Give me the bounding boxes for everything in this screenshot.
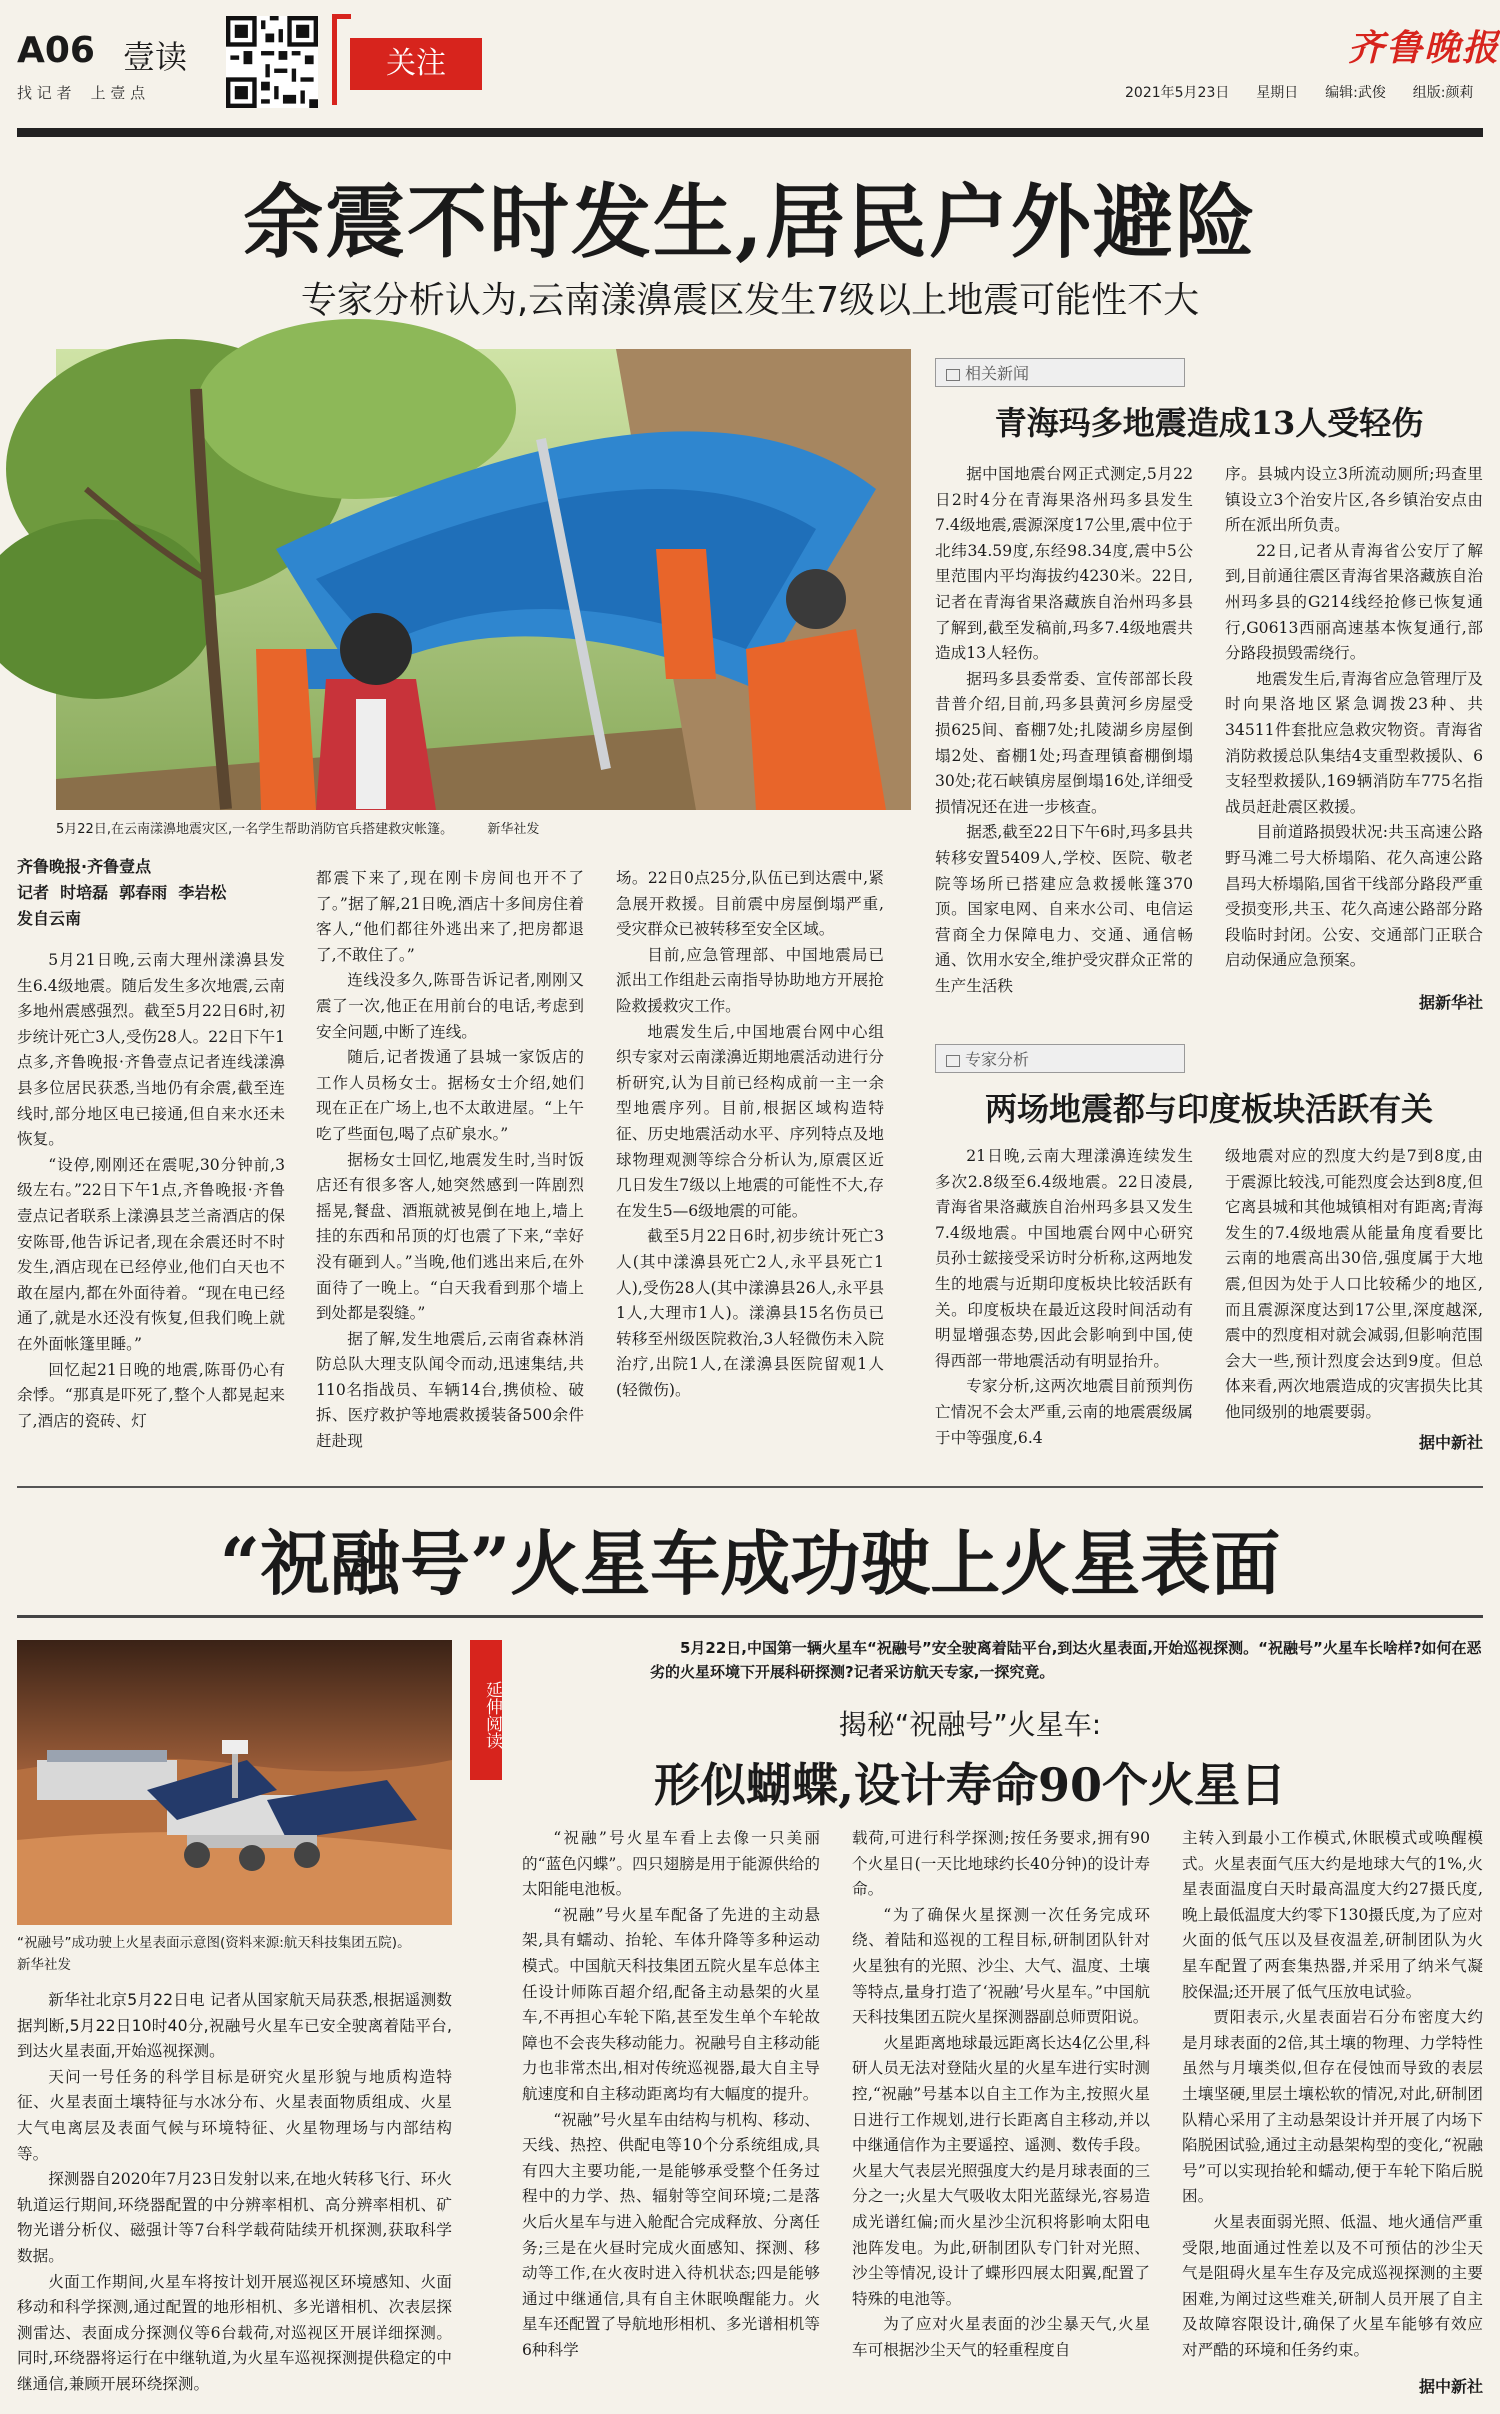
mars-column-2 [522,1826,820,2398]
mars-photo-caption [17,1932,435,1976]
main-story-column-2 [316,866,584,1451]
mars-paragraph: 探测器自2020年7月23日发射以来,在地火转移飞行、环火轨道运行期间,环绕器配置的中分辨率相机、高分辨率相机、矿物光谱分析仪、磁强计等7台科学载荷陆续开机探测,获取科学数据。 [17,2170,452,2265]
byline-location: 发自云南 [17,909,82,928]
main-photo-credit: 新华社发 [487,822,540,837]
related-news-paragraph: 据中国地震台网正式测定,5月22日2时4分在青海果洛州玛多县发生7.4级地震,震源深度17公里,震中位于北纬34.59度,东经98.34度,震中5公里范围内平均海拔约4230米。22日,记者在青海省果洛藏族自治州玛多县了解到,截至发稿前,玛多7.4级地震共造成13人轻伤。 [935,465,1193,663]
expert-analysis-paragraph: 21日晚,云南大理漾濞连续发生多次2.8级至6.4级地震。22日凌晨,青海省果洛藏族自治州玛多县又发生7.4级地震。中国地震台网中心研究员孙士鋐接受采访时分析称,这两地发生的地震与近期印度板块比较活跃有关。印度板块在最近这段时间活动有明显增强态势,因此会影响到中国,使得西部一带地震活动有明显抬升。 [935,1147,1193,1370]
mars-rover-photo [17,1640,452,1925]
qr-code-icon [226,16,318,108]
expert-analysis-column-1 [935,1144,1193,1454]
expert-analysis-label-text: 专家分析 [965,1050,1030,1069]
related-news-headline: 青海玛多地震造成13人受轻伤 [994,404,1424,442]
main-paragraph: 连线没多久,陈哥告诉记者,刚刚又震了一次,他正在用前台的电话,考虑到安全问题,中断了连线。 [316,971,584,1041]
expert-analysis-column-2 [1225,1144,1483,1428]
mars-paragraph [17,1988,452,2065]
layout-credit: 组版:颜莉 [1412,85,1474,101]
earthquake-photo [56,349,911,810]
expert-analysis-paragraph: 级地震对应的烈度大约是7到8度,由于震源比较浅,可能烈度会达到8度,但它离县城和其他城镇相对有距离;青海发生的7.4级地震从能量角度看要比云南的地震高出30倍,强度属于大地震,但因为处于人口比较稀少的地区,而且震源深度达到17公里,深度越深,震中的烈度相对就会减弱,但影响范围会大一些,预计烈度会达到9度。但总体来看,两次地震造成的灾害损失比其他同级别的地震要弱。 [1225,1147,1483,1421]
related-news-column-2 [1225,462,1483,988]
mars-column-3 [852,1826,1150,2398]
dateline: 新华社北京5月22日电 记者从国家航天局获悉,根据遥测数据判断,5月22日10时40分,祝融号火星车已安全驶离着陆平台,到达火星表面,开始巡视探测。 [17,1991,452,2061]
section-tag-label: 关注 [386,46,446,81]
main-headline: 余震不时发生,居民户外避险 [243,175,1257,269]
main-paragraph: 目前,应急管理部、中国地震局已派出工作组赴云南指导协助地方开展抢险救援救灾工作。 [616,945,884,1015]
expert-analysis-paragraph: 专家分析,这两次地震目前预判伤亡情况不会太严重,云南的地震震级属于中等强度,6.4 [935,1377,1193,1447]
main-paragraph: 5月21日晚,云南大理州漾濞县发生6.4级地震。随后发生多次地震,云南多地州震感强烈。截至5月22日6时,初步统计死亡3人,受伤28人。22日下午1点多,齐鲁晚报·齐鲁壹点记者连线漾濞县多位居民获悉,当地仍有余震,截至连线时,部分地区电已接通,但自来水还未恢复。 [17,951,285,1149]
main-paragraph: “设停,刚刚还在震呢,30分钟前,3级左右。”22日下午1点,齐鲁晚报·齐鲁壹点记者联系上漾濞县芝兰斋酒店的保安陈哥,他告诉记者,现在余震还时不时发生,酒店现在已经停业,他们白天也不敢在屋内,都在外面待着。“现在电已经通了,就是水还没有恢复,但我们晚上就在外面帐篷里睡。” [17,1155,285,1353]
mars-lead: 5月22日,中国第一辆火星车“祝融号”安全驶离着陆平台,到达火星表面,开始巡视探测。“祝融号”火星车长啥样?如何在恶劣的火星环境下开展科研探测?记者采访航天专家,一探究竟。 [650,1639,1482,1681]
mars-paragraph: 为了应对火星表面的沙尘暴天气,火星车可根据沙尘天气的轻重程度自 [852,2315,1150,2359]
mars-column-4 [1182,1826,1483,2372]
label-box-icon [946,1055,960,1067]
mars-photo-credit: 新华社发 [17,1957,71,1973]
header-subtitle: 找 记 者 上 壹 点 [17,84,146,102]
main-story-column-1 [17,854,285,1440]
related-news-paragraph: 目前道路损毁状况:共玉高速公路野马滩二号大桥塌陷、花久高速公路昌玛大桥塌陷,国省干线部分路段严重受损变形,共玉、花久高速公路部分路段临时封闭。公安、交通部门正联合启动保通应急预案。 [1225,823,1483,970]
mars-credit: 据中新社 [1418,2377,1483,2396]
main-paragraph: 据杨女士回忆,地震发生时,当时饭店还有很多客人,她突然感到一阵剧烈摇晃,餐盘、酒瓶就被晃倒在地上,墙上挂的东西和吊顶的灯也震了下来,“幸好没有砸到人。”当晚,他们逃出来后,在外面待了一晚上。“白天我看到那个墙上到处都是裂缝。” [316,1150,584,1323]
related-news-paragraph: 22日,记者从青海省公安厅了解到,目前通往震区青海省果洛藏族自治州玛多县的G214线经抢修已恢复通行,G0613西丽高速基本恢复通行,部分路段损毁需绕行。 [1225,541,1483,663]
mars-subheadline: 形似蝴蝶,设计寿命90个火星日 [653,1758,1287,1812]
mars-headline: “祝融号”火星车成功驶上火星表面 [219,1522,1281,1605]
related-news-paragraph: 据玛多县委常委、宣传部部长段昔普介绍,目前,玛多县黄河乡房屋受损625间、畜棚7处;扎陵湖乡房屋倒塌2处、畜棚1处;玛查理镇畜棚倒塌30处;花石峡镇房屋倒塌16处,详细受损情况还在进一步核查。 [935,669,1193,816]
main-paragraph: 都震下来了,现在刚卡房间也开不了了。”据了解,21日晚,酒店十多间房住着客人,“他们都往外逃出来了,把房都退了,不敢住了。” [316,869,584,964]
main-photo-caption [56,818,911,837]
page-number: A06 [17,30,95,71]
expert-analysis-credit: 据中新社 [1418,1433,1483,1452]
main-paragraph: 随后,记者拨通了县城一家饭店的工作人员杨女士。据杨女士介绍,她们现在正在广场上,也不太敢进屋。“上午吃了些面包,喝了点矿泉水。” [316,1048,584,1143]
tag-bracket [332,14,351,105]
main-paragraph: 回忆起21日晚的地震,陈哥仍心有余悸。“那真是吓死了,整个人都晃起来了,酒店的瓷砖、灯 [17,1360,285,1430]
mars-paragraph: 天问一号任务的科学目标是研究火星形貌与地质构造特征、火星表面土壤特征与水冰分布、火星表面物质组成、火星大气电离层及表面气候与环境特征、火星物理场与内部结构等。 [17,2067,452,2163]
header-meta [1125,82,1474,102]
mars-paragraph: 载荷,可进行科学探测;按任务要求,拥有90个火星日(一天比地球约长40分钟)的设计寿命。 [852,1829,1150,1899]
main-subheadline: 专家分析认为,云南漾濞震区发生7级以上地震可能性不大 [300,280,1200,321]
mars-top-rule [17,1486,1483,1488]
related-news-paragraph: 地震发生后,青海省应急管理厅及时向果洛地区紧急调拨23种、共34511件套批应急救灾物资。青海省消防救援总队集结4支重型救援队、6支轻型救援队,169辆消防车775名指战员赶赴震区救援。 [1225,669,1483,816]
editor-credit: 编辑:武俊 [1325,85,1386,101]
expert-analysis-headline: 两场地震都与印度板块活跃有关 [984,1090,1433,1128]
byline-outlet: 齐鲁晚报·齐鲁壹点 [17,857,152,876]
mars-column-1 [17,1988,452,2398]
mars-paragraph: “祝融”号火星车配备了先进的主动悬架,具有蠕动、抬轮、车体升降等多种运动模式。中国航天科技集团五院火星车总体主任设计师陈百超介绍,配备主动悬架的火星车,不再担心车轮下陷,甚至发生单个车轮故障也不会丧失移动能力。祝融号自主移动能力也非常杰出,相对传统巡视器,最大自主导航速度和自主移动距离均有大幅度的提升。 [522,1905,820,2103]
mars-paragraph: “为了确保火星探测一次任务完成环绕、着陆和巡视的工程目标,研制团队针对火星独有的光照、沙尘、大气、温度、土壤等特点,量身打造了‘祝融’号火星车。”中国航天科技集团五院火星探测器副总师贾阳说。 [852,1905,1150,2027]
related-news-label [935,358,1185,387]
section-name: 壹读 [123,38,188,76]
mars-lead-rule [17,1615,1483,1618]
extended-reading-tag [470,1640,502,1780]
mars-paragraph: 主转入到最小工作模式,休眠模式或唤醒模式。火星表面气压大约是地球大气的1%,火星表面温度白天时最高温度大约27摄氏度,晚上最低温度大约零下130摄氏度,为了应对火面的低气压以及昼夜温差,研制团队为火星车配置了两套集热器,并采用了纳米气凝胶保温;还开展了低气压放电试验。 [1182,1829,1483,2001]
main-paragraph: 据了解,发生地震后,云南省森林消防总队大理支队闻令而动,迅速集结,共110名指战员、车辆14台,携侦检、破拆、医疗救护等地震救援装备500余件赶赴现 [316,1329,584,1451]
header-rule [17,128,1483,137]
mars-kicker: 揭秘“祝融号”火星车: [838,1708,1102,1741]
issue-weekday: 星期日 [1256,85,1299,101]
related-news-column-1 [935,462,1193,1014]
masthead-logo: 齐鲁晚报 [1348,27,1500,69]
related-news-label-text: 相关新闻 [965,364,1030,383]
issue-date: 2021年5月23日 [1125,85,1230,101]
expert-analysis-label [935,1044,1185,1073]
label-box-icon [946,369,960,381]
main-paragraph: 截至5月22日6时,初步统计死亡3人(其中漾濞县死亡2人,永平县死亡1人),受伤28人(其中漾濞县26人,永平县1人,大理市1人)。漾濞县15名伤员已转移至州级医院救治,3人轻微伤未入院治疗,出院1人,在漾濞县医院留观1人(轻微伤)。 [616,1227,884,1399]
mars-paragraph: 火面工作期间,火星车将按计划开展巡视区环境感知、火面移动和科学探测,通过配置的地形相机、多光谱相机、次表层探测雷达、表面成分探测仪等6台载荷,对巡视区开展详细探测。同时,环绕器将运行在中继轨道,为火星车巡视探测提供稳定的中继通信,兼顾开展环绕探测。 [17,2272,452,2393]
main-paragraph: 地震发生后,中国地震台网中心组织专家对云南漾濞近期地震活动进行分析研究,认为目前已经构成前一主一余型地震序列。目前,根据区域构造特征、历史地震活动水平、序列特点及地球物理观测等综合分析认为,原震区近几日发生7级以上地震的可能性不大,存在发生5—6级地震的可能。 [616,1022,884,1220]
main-story-column-3 [616,866,884,1440]
related-news-paragraph: 序。县城内设立3所流动厕所;玛查里镇设立3个治安片区,各乡镇治安点由所在派出所负责。 [1225,465,1483,535]
mars-paragraph: 贾阳表示,火星表面岩石分布密度大约是月球表面的2倍,其土壤的物理、力学特性虽然与月壤类似,但存在侵蚀而导致的表层土壤坚硬,里层土壤松软的情况,对此,研制团队精心采用了主动悬架设计并开展了内场下陷脱困试验,通过主动悬架构型的变化,“祝融号”可以实现抬轮和蠕动,便于车轮下陷后脱困。 [1182,2008,1483,2206]
extended-reading-tag-text: 延伸阅读 [482,1681,502,1749]
main-paragraph: 场。22日0点25分,队伍已到达震中,紧急展开救援。目前震中房屋倒塌严重,受灾群众已被转移至安全区域。 [616,869,884,939]
mars-paragraph: “祝融”号火星车由结构与机构、移动、天线、热控、供配电等10个分系统组成,具有四大主要功能,一是能够承受整个任务过程中的力学、热、辐射等空间环境;二是落火后火星车与进入舱配合完成释放、分离任务;三是在火昼时完成火面感知、探测、移动等工作,在火夜时进入待机状态;四是能够通过中继通信,具有自主休眠唤醒能力。火星车还配置了导航地形相机、多光谱相机等6种科学 [522,2110,820,2359]
byline-reporters: 记者 时培磊 郭春雨 李岩松 [17,883,227,902]
main-photo-caption-text: 5月22日,在云南漾濞地震灾区,一名学生帮助消防官兵搭建救灾帐篷。 [56,822,454,837]
related-news-credit: 据新华社 [1418,993,1483,1012]
mars-paragraph: 火星距离地球最远距离长达4亿公里,科研人员无法对登陆火星的火星车进行实时测控,“祝融”号基本以自主工作为主,按照火星日进行工作规划,进行长距离自主移动,并以中继通信作为主要遥控、遥测、数传手段。火星大气表层光照强度大约是月球表面的三分之一;火星大气吸收太阳光蓝绿光,容易造成光谱红偏;而火星沙尘沉积将影响太阳电池阵发电。为此,研制团队专门针对光照、沙尘等情况,设计了蝶形四展太阳翼,配置了特殊的电池等。 [852,2033,1150,2308]
byline [17,854,285,932]
section-tag [350,38,482,90]
mars-paragraph: 火星表面弱光照、低温、地火通信严重受限,地面通过性差以及不可预估的沙尘天气是阻碍火星车生存及完成巡视探测的主要困难,为阐过这些难关,研制人员开展了自主及故障容限设计,确保了火星车能够有效应对严酷的环境和任务约束。 [1182,2212,1483,2359]
mars-paragraph: “祝融”号火星车看上去像一只美丽的“蓝色闪蝶”。四只翅膀是用于能源供给的太阳能电池板。 [522,1829,820,1899]
mars-photo-caption-text: “祝融号”成功驶上火星表面示意图(资料来源:航天科技集团五院)。 [17,1935,411,1951]
related-news-paragraph: 据悉,截至22日下午6时,玛多县共转移安置5409人,学校、医院、敬老院等场所已搭建应急救援帐篷370顶。国家电网、自来水公司、电信运营商全力保障电力、交通、通信畅通、饮用水安全,维护受灾群众正常的生产生活秩 [935,823,1193,995]
